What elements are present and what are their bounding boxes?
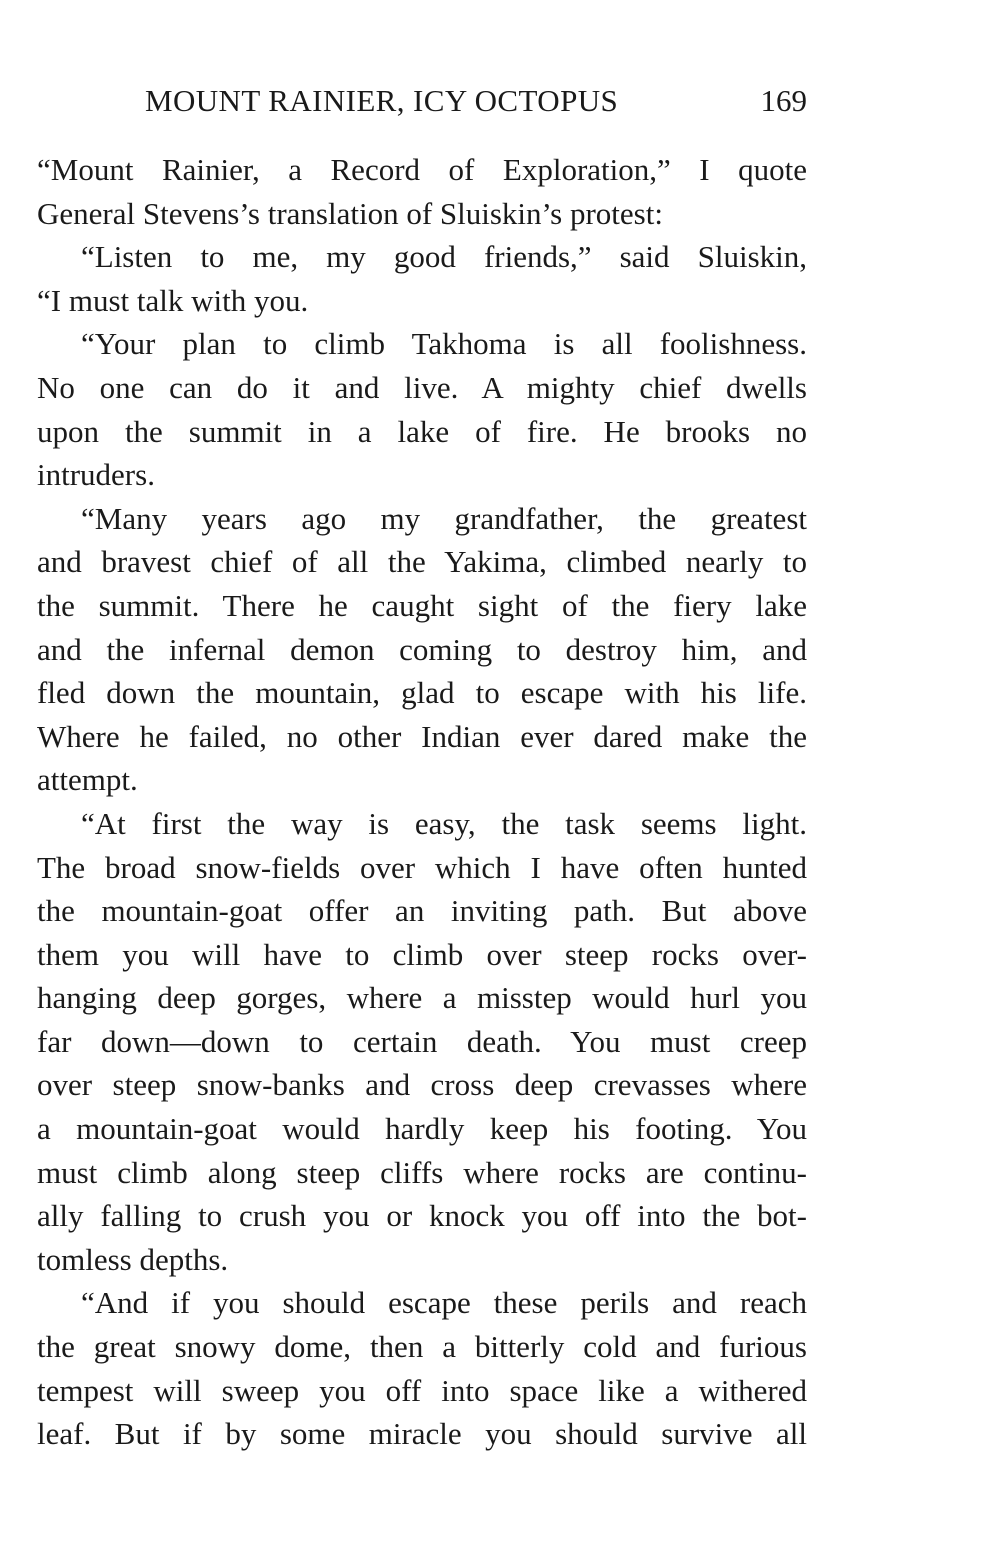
- text-line: intruders.: [37, 457, 155, 493]
- running-head: [37, 78, 807, 128]
- text-line: ally falling to crush you or knock you off into the bot-: [37, 1198, 807, 1234]
- paragraph: [37, 235, 807, 322]
- text-line: “At first the way is easy, the task seems light.: [81, 805, 807, 841]
- body-text: [37, 148, 807, 1456]
- page-number: 169: [760, 83, 807, 118]
- text-line: fled down the mountain, glad to escape with his life.: [37, 675, 807, 711]
- text-line: attempt.: [37, 762, 138, 798]
- text-line: tomless depths.: [37, 1241, 229, 1277]
- text-line: and bravest chief of all the Yakima, climbed nearly to: [37, 544, 807, 580]
- text-line: upon the summit in a lake of fire. He brooks no: [37, 413, 807, 449]
- text-line: “Your plan to climb Takhoma is all foolishness.: [81, 326, 807, 362]
- book-page: [37, 78, 807, 1498]
- text-line: tempest will sweep you off into space like a withered: [37, 1372, 807, 1408]
- running-title: MOUNT RAINIER, ICY OCTOPUS: [145, 83, 619, 118]
- text-line: “Many years ago my grandfather, the greatest: [81, 500, 807, 536]
- text-line: over steep snow-banks and cross deep crevasses where: [37, 1067, 807, 1103]
- paragraph: [37, 802, 807, 1282]
- text-line: the summit. There he caught sight of the fiery lake: [37, 587, 807, 623]
- text-line: hanging deep gorges, where a misstep would hurl you: [37, 980, 807, 1016]
- text-line: them you will have to climb over steep rocks over-: [37, 936, 807, 972]
- paragraph: [37, 148, 807, 235]
- text-line: No one can do it and live. A mighty chief dwells: [37, 369, 807, 405]
- text-line: the great snowy dome, then a bitterly cold and furious: [37, 1329, 807, 1365]
- paragraph: [37, 497, 807, 802]
- text-line: far down—down to certain death. You must creep: [37, 1023, 807, 1059]
- paragraph: [37, 1281, 807, 1455]
- text-line: The broad snow-fields over which I have often hunted: [37, 849, 807, 885]
- text-line: a mountain-goat would hardly keep his footing. You: [37, 1111, 807, 1147]
- text-line: the mountain-goat offer an inviting path. But above: [37, 893, 807, 929]
- text-line: leaf. But if by some miracle you should survive all: [37, 1416, 807, 1452]
- text-line: “Mount Rainier, a Record of Exploration,” I quote: [37, 152, 807, 187]
- text-line: “I must talk with you.: [37, 282, 309, 318]
- paragraph: [37, 322, 807, 496]
- text-line: Where he failed, no other Indian ever dared make the: [37, 718, 807, 754]
- text-line: “Listen to me, my good friends,” said Sluiskin,: [81, 239, 807, 275]
- text-line: must climb along steep cliffs where rocks are continu-: [37, 1154, 807, 1190]
- text-line: “And if you should escape these perils and reach: [81, 1285, 807, 1321]
- text-line: and the infernal demon coming to destroy him, and: [37, 631, 807, 667]
- text-line: General Stevens’s translation of Sluiskin’s protest:: [37, 195, 663, 231]
